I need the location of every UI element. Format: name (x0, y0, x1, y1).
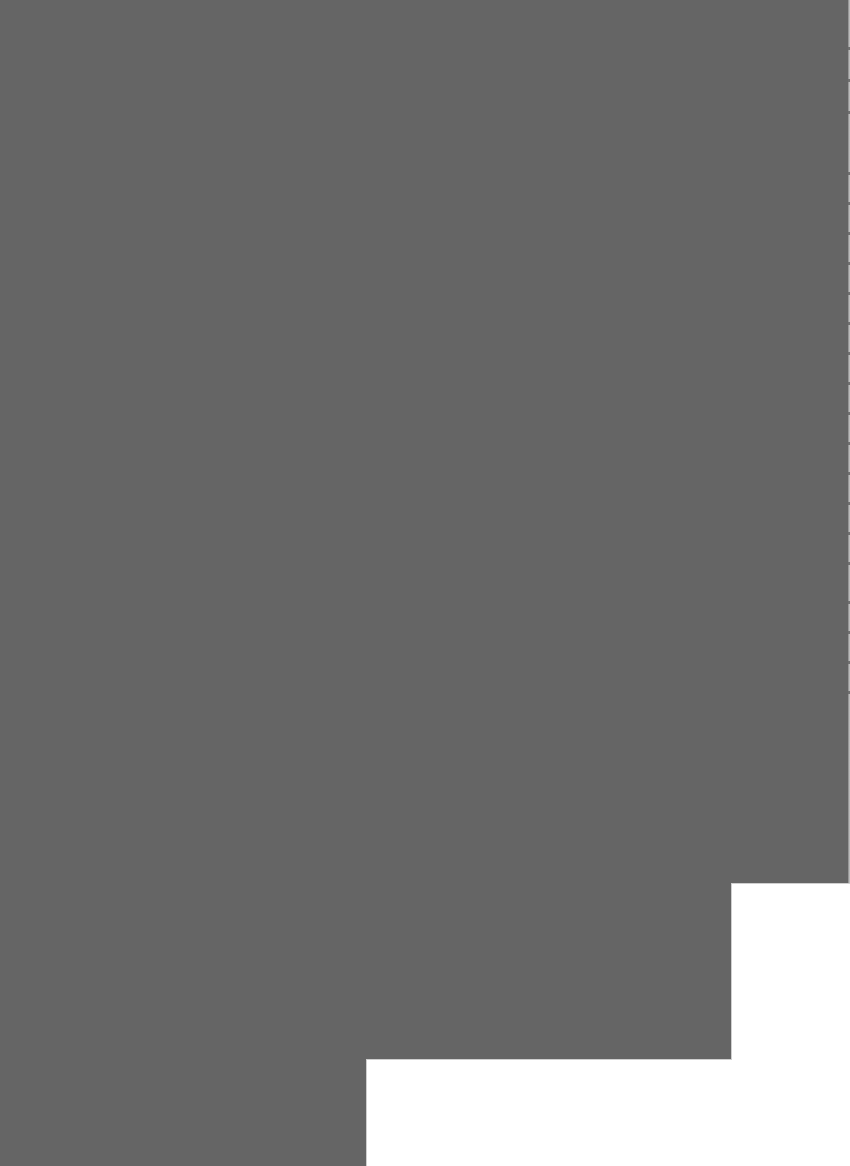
gray-overlay-block (0, 1060, 366, 1166)
boundary-line (366, 1060, 367, 1166)
gray-overlay-block (0, 883, 731, 1060)
boundary-line (366, 1059, 731, 1060)
boundary-line (731, 883, 850, 884)
boundary-line (731, 884, 732, 1060)
